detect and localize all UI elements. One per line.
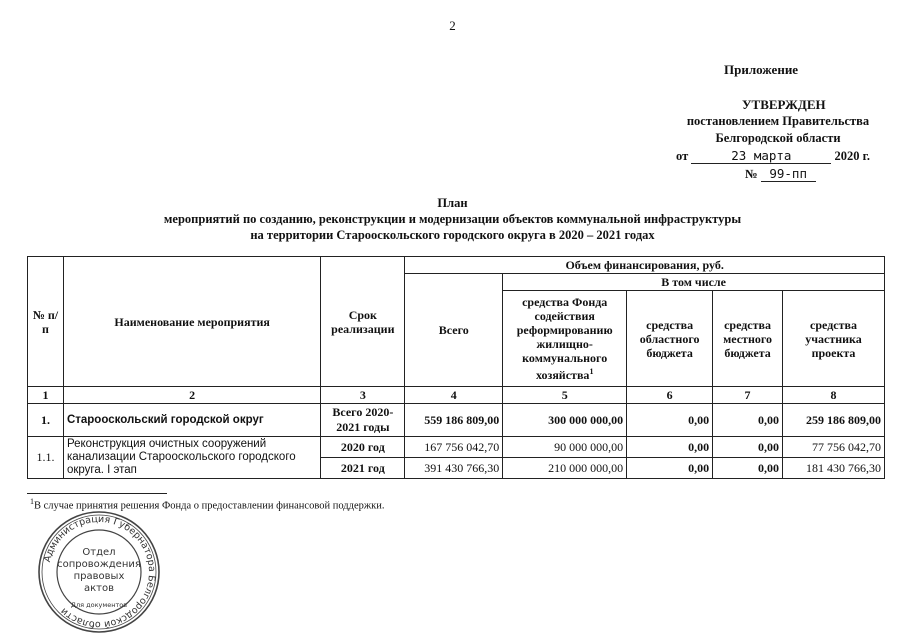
index-cell: 5 <box>503 387 627 404</box>
row-name: Реконструкция очистных сооружений канализации Старооскольского городского округа. I этап <box>63 437 320 479</box>
document-subtitle-2: на территории Старооскольского городского округа в 2020 – 2021 годах <box>250 228 655 242</box>
header-including: В том числе <box>503 274 885 291</box>
table-row <box>28 437 885 458</box>
row-period: 2021 год <box>321 458 405 479</box>
approved-label: УТВЕРЖДЕН <box>742 97 826 112</box>
row-local: 0,00 <box>713 458 783 479</box>
number-prefix: № <box>745 167 758 181</box>
footnote-text: В случае принятия решения Фонда о предоставлении финансовой поддержки. <box>34 500 385 512</box>
document-subtitle-1: мероприятий по созданию, реконструкции и модернизации объектов коммунальной инфраструктуры <box>163 212 742 226</box>
index-row <box>28 387 885 404</box>
plan-table <box>27 256 885 479</box>
row-local: 0,00 <box>713 437 783 458</box>
footnote-divider <box>27 493 167 494</box>
row-name: Старооскольский городской округ <box>63 404 320 437</box>
decree-date <box>676 148 870 164</box>
decree-number <box>745 166 816 182</box>
decree-line-1: постановлением Правительства <box>686 114 870 128</box>
decree-line-2: Белгородской области <box>715 131 841 145</box>
header-funding: Объем финансирования, руб. <box>405 257 885 274</box>
row-fund: 300 000 000,00 <box>503 404 627 437</box>
index-cell: 7 <box>713 387 783 404</box>
date-suffix: 2020 г. <box>834 149 871 163</box>
page-number: 2 <box>449 18 456 33</box>
stamp-line-4: актов <box>83 583 115 594</box>
footnote-marker: 1 <box>30 497 34 506</box>
official-stamp-seal <box>36 509 162 635</box>
index-cell: 4 <box>405 387 503 404</box>
header-num: № п/п <box>28 257 64 387</box>
header-name: Наименование мероприятия <box>63 257 320 387</box>
row-fund: 210 000 000,00 <box>503 458 627 479</box>
header-period: Срок реализации <box>321 257 405 387</box>
index-cell: 1 <box>28 387 64 404</box>
header-participant: средства участника проекта <box>783 291 885 387</box>
row-participant: 259 186 809,00 <box>783 404 885 437</box>
row-local: 0,00 <box>713 404 783 437</box>
index-cell: 8 <box>783 387 885 404</box>
row-regional: 0,00 <box>627 437 713 458</box>
row-total: 559 186 809,00 <box>405 404 503 437</box>
row-fund: 90 000 000,00 <box>503 437 627 458</box>
row-regional: 0,00 <box>627 404 713 437</box>
index-cell: 2 <box>63 387 320 404</box>
row-num: 1.1. <box>28 437 64 479</box>
row-period: 2020 год <box>321 437 405 458</box>
stamp-line-1: Отдел <box>82 547 116 558</box>
row-total: 167 756 042,70 <box>405 437 503 458</box>
header-regional: средства областного бюджета <box>627 291 713 387</box>
stamp-bottom: Для документов <box>70 601 128 609</box>
row-participant: 181 430 766,30 <box>783 458 885 479</box>
date-prefix: от <box>676 149 689 163</box>
date-value: 23 марта <box>691 148 831 164</box>
index-cell: 6 <box>627 387 713 404</box>
row-participant: 77 756 042,70 <box>783 437 885 458</box>
row-period: Всего 2020-2021 годы <box>321 404 405 437</box>
stamp-line-2: сопровождения <box>57 559 141 570</box>
document-title: План <box>437 196 468 210</box>
number-value: 99-пп <box>761 166 816 182</box>
header-fund <box>503 291 627 387</box>
row-total: 391 430 766,30 <box>405 458 503 479</box>
appendix-label: Приложение <box>724 62 799 77</box>
header-local: средства местного бюджета <box>713 291 783 387</box>
row-regional: 0,00 <box>627 458 713 479</box>
stamp-ring-text: Администрация Губернатора Белгородской области <box>42 513 158 631</box>
table-row <box>28 404 885 437</box>
row-num: 1. <box>28 404 64 437</box>
index-cell: 3 <box>321 387 405 404</box>
footnote-ref: 1 <box>589 367 594 376</box>
stamp-line-3: правовых <box>73 571 125 582</box>
header-total: Всего <box>405 274 503 387</box>
header-fund-text: средства Фонда содействия реформированию жилищно-коммунального хозяйства <box>516 295 613 382</box>
